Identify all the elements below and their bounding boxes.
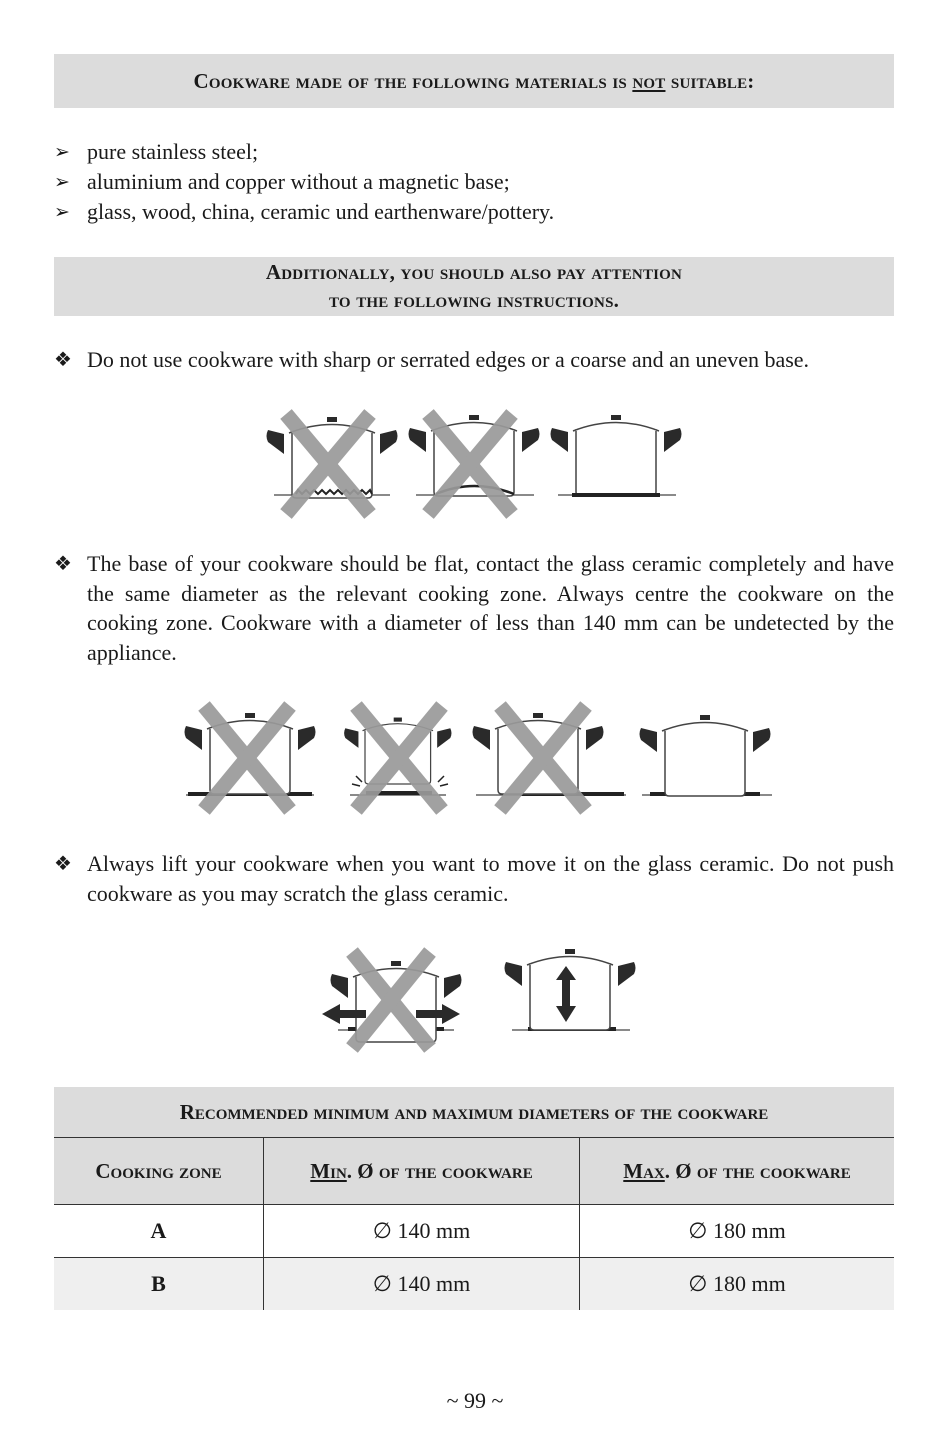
column-header-max-diameter: Max. Ø of the cookware bbox=[580, 1138, 895, 1205]
placement-illustration bbox=[180, 698, 780, 818]
page-number: ~ 99 ~ bbox=[446, 1388, 504, 1413]
list-item: ➢ glass, wood, china, ceramic und earthenware/pottery. bbox=[54, 197, 894, 227]
attention-header-line: Additionally, you should also pay attention bbox=[265, 260, 683, 284]
pot-with-warped-base-icon bbox=[344, 706, 451, 810]
list-item: ➢ aluminium and copper without a magnetic base; bbox=[54, 167, 894, 197]
unsuitable-materials-header: Cookware made of the following materials is not suitable: bbox=[54, 54, 894, 108]
diamond-bullet-icon: ❖ bbox=[54, 851, 72, 875]
attention-header-line: to the following instructions. bbox=[328, 288, 620, 312]
arrow-bullet-icon: ➢ bbox=[54, 141, 70, 163]
column-header-min-diameter: Min. Ø of the cookware bbox=[264, 1138, 580, 1205]
table-row bbox=[54, 1258, 894, 1311]
attention-header bbox=[54, 257, 894, 316]
instruction-paragraph: ❖ Always lift your cookware when you want to move it on the glass ceramic. Do not push cookware as you may scratch the glass ceramic. bbox=[54, 851, 894, 906]
instruction-paragraph: ❖ The base of your cookware should be flat, contact the glass ceramic completely and have the same diameter as the relevant cooking zone. Always centre the cookware on the cooking zone. Cookware with a diameter of less than 140 mm can be undetected by the appliance. bbox=[54, 551, 894, 665]
table-row bbox=[54, 1205, 894, 1258]
zone-cell: B bbox=[54, 1258, 264, 1311]
min-diameter-cell: ∅ 140 mm bbox=[264, 1258, 580, 1311]
max-diameter-cell: ∅ 180 mm bbox=[580, 1258, 895, 1311]
arrow-bullet-icon: ➢ bbox=[54, 201, 70, 223]
base-shape-illustration bbox=[268, 408, 688, 520]
max-diameter-cell: ∅ 180 mm bbox=[580, 1205, 895, 1258]
instruction-paragraph: ❖ Do not use cookware with sharp or serrated edges or a coarse and an uneven base. bbox=[54, 345, 894, 375]
zone-cell: A bbox=[54, 1205, 264, 1258]
diamond-bullet-icon: ❖ bbox=[54, 347, 72, 371]
unsuitable-materials-list bbox=[54, 137, 894, 227]
flat-base-pot-icon bbox=[551, 415, 682, 497]
pushing-pot-icon bbox=[322, 952, 462, 1048]
min-diameter-cell: ∅ 140 mm bbox=[264, 1205, 580, 1258]
moving-illustration bbox=[318, 944, 638, 1054]
lifting-pot-icon bbox=[505, 949, 636, 1031]
diameter-table bbox=[54, 1087, 894, 1310]
pot-centred-correct-icon bbox=[640, 715, 773, 796]
uneven-base-pot-icon bbox=[409, 414, 540, 514]
diamond-bullet-icon: ❖ bbox=[54, 551, 72, 575]
list-item: ➢ pure stainless steel; bbox=[54, 137, 894, 167]
pot-off-centre-icon bbox=[473, 706, 627, 810]
table-caption: Recommended minimum and maximum diameters of the cookware bbox=[54, 1087, 894, 1138]
column-header-cooking-zone: Cooking zone bbox=[54, 1138, 264, 1205]
rough-base-pot-icon bbox=[267, 414, 398, 514]
pot-too-small-for-zone-icon bbox=[185, 706, 316, 810]
arrow-bullet-icon: ➢ bbox=[54, 171, 70, 193]
